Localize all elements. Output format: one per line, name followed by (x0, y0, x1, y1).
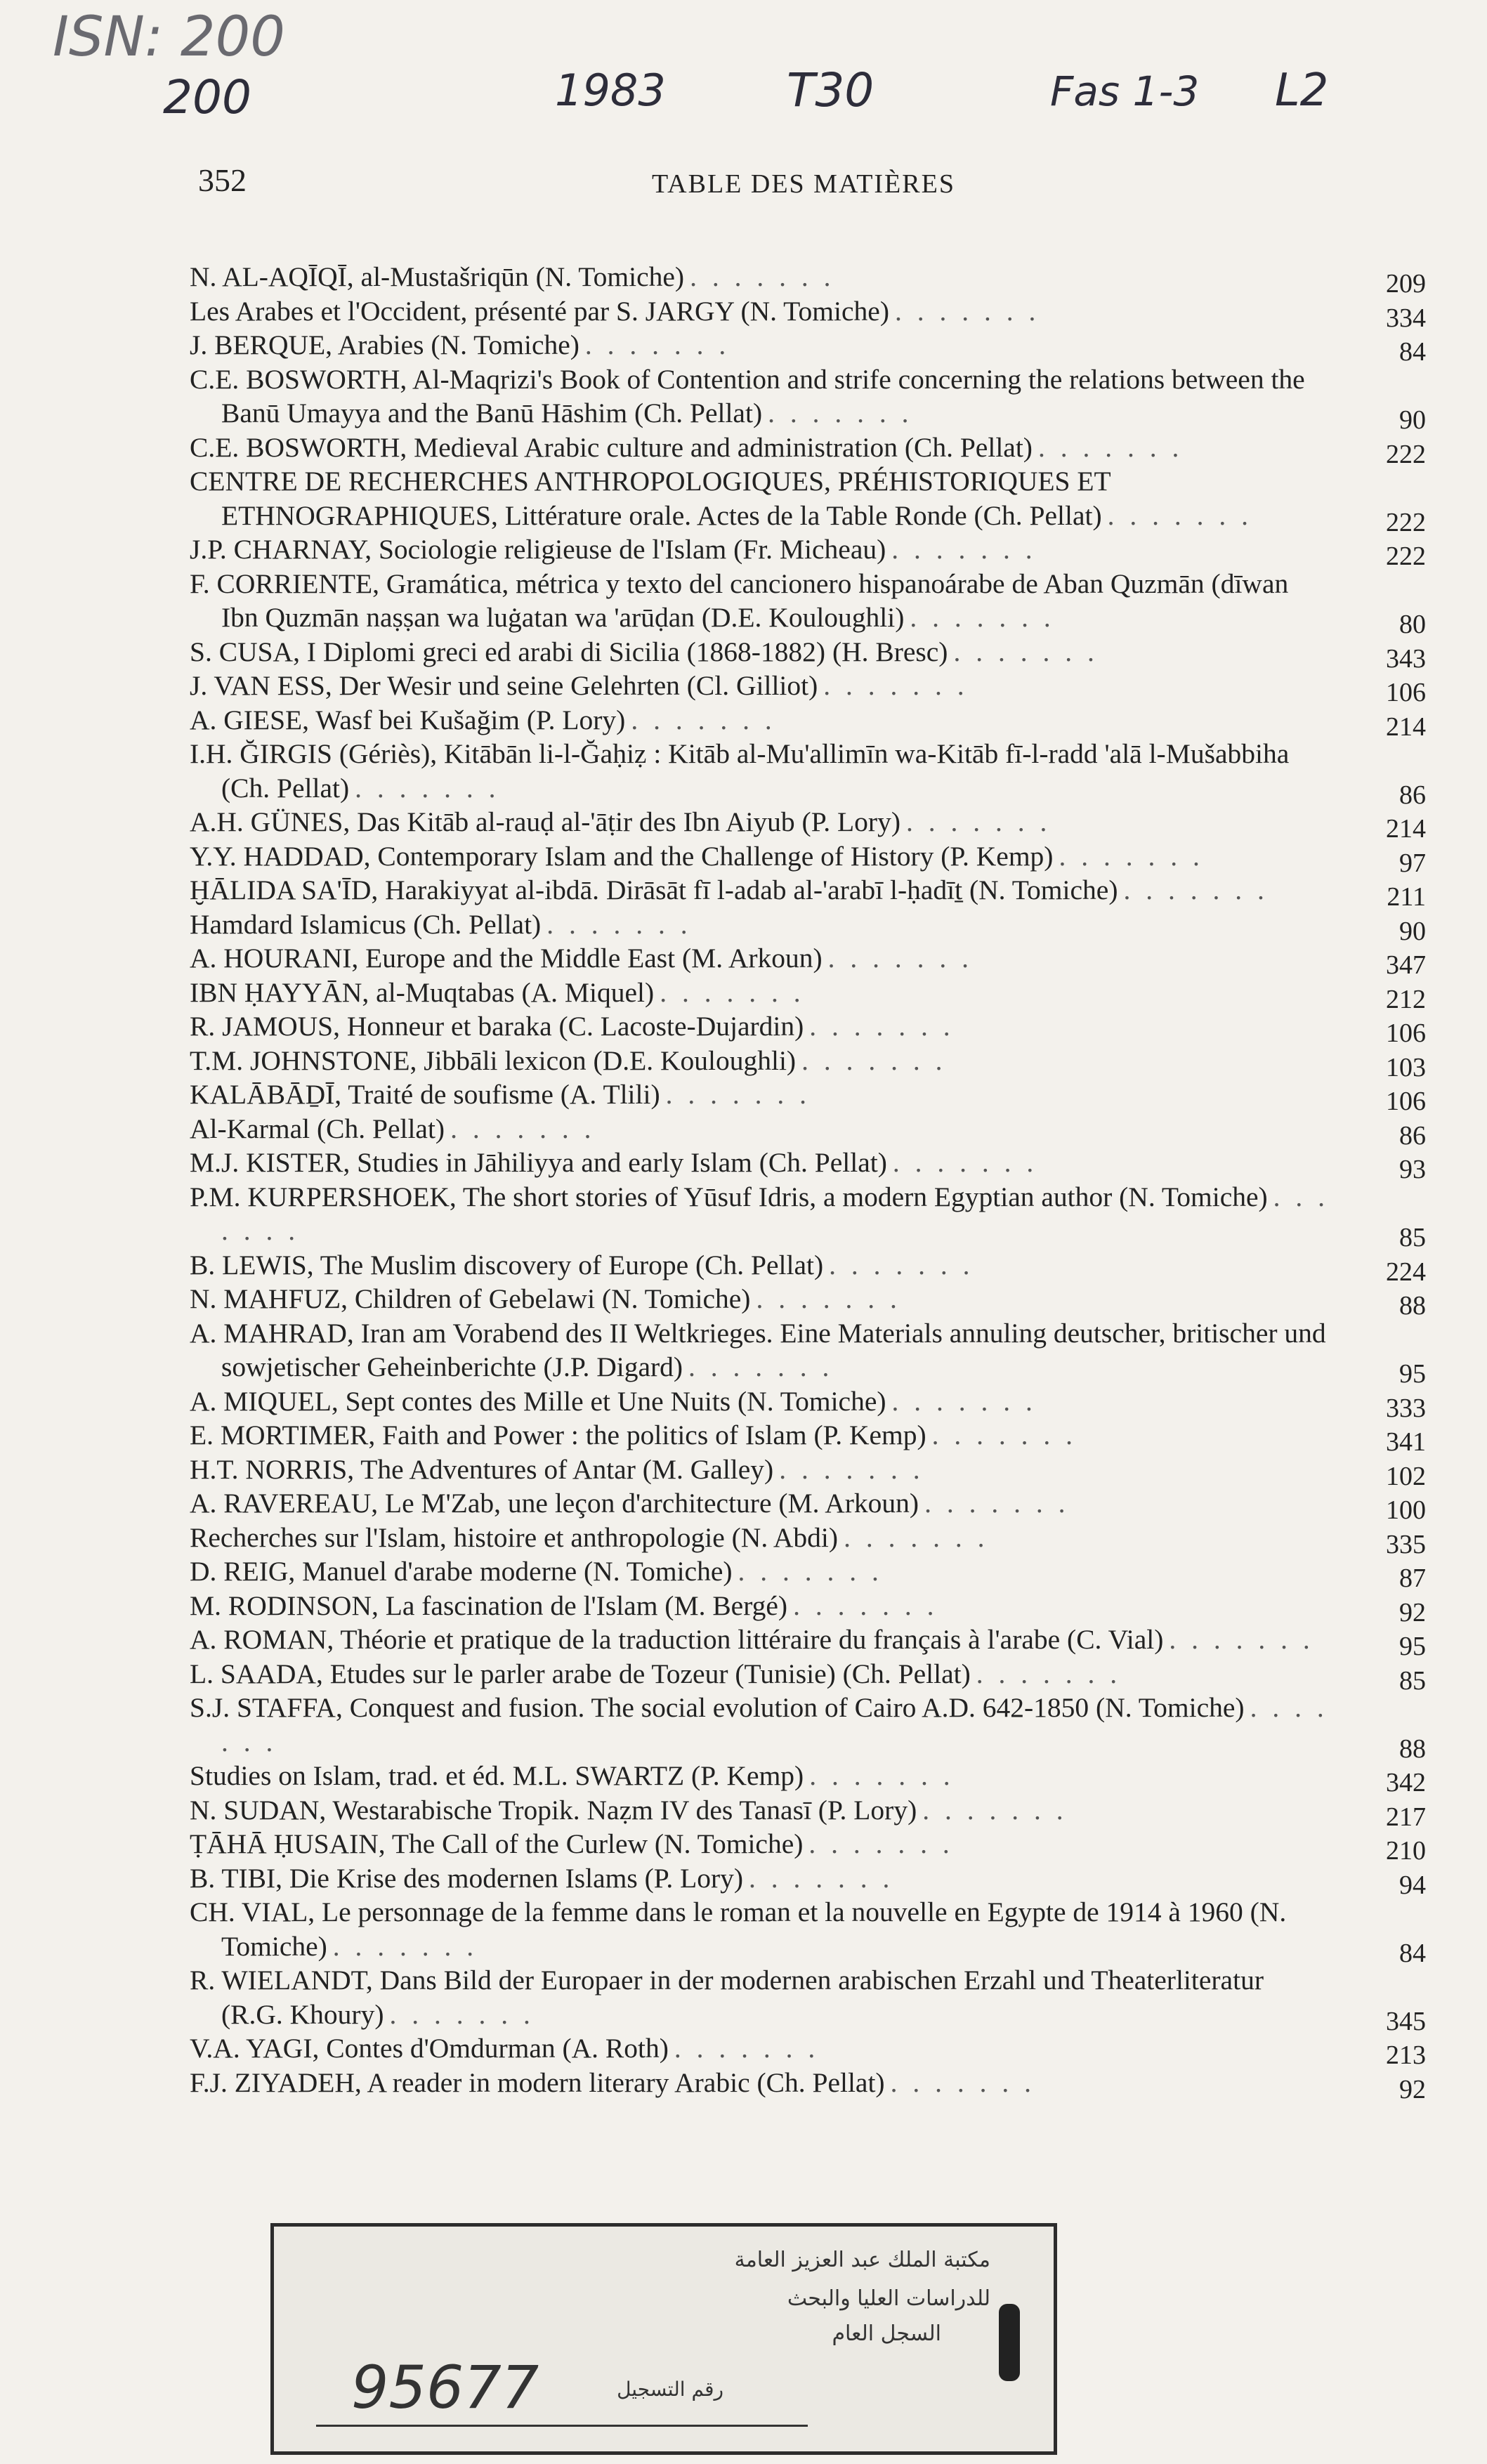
toc-entry-text: Les Arabes et l'Occident, présenté par S. JARGY (N. Tomiche) (190, 295, 889, 327)
toc-entry-text: N. AL-AQĪQĪ, al-Mustašriqūn (N. Tomiche) (190, 261, 685, 292)
toc-entry (190, 1759, 1426, 1797)
leader-dots: . . . . . . . (221, 1181, 1330, 1246)
toc-entry-page: 88 (1399, 1734, 1426, 1764)
toc-entry (190, 737, 1426, 810)
toc-entry-page: 210 (1386, 1836, 1426, 1866)
toc-entry (190, 328, 1426, 367)
handwritten-note-3: T30 (787, 63, 874, 117)
toc-entry-page: 95 (1399, 1359, 1426, 1389)
toc-entry-text: N. MAHFUZ, Children of Gebelawi (N. Tomiche) (190, 1283, 751, 1314)
toc-entry-text: H.T. NORRIS, The Adventures of Antar (M. Galley) (190, 1453, 774, 1485)
toc-entry (190, 1486, 1426, 1525)
leader-dots: . . . . . . . (1037, 431, 1184, 463)
stamp-underline (316, 2425, 808, 2427)
toc-entry-text: F.J. ZIYADEH, A reader in modern literary Arabic (Ch. Pellat) (190, 2066, 885, 2098)
toc-entry (190, 1554, 1426, 1593)
toc-entry (190, 532, 1426, 571)
leader-dots: . . . . . . . (355, 772, 500, 804)
table-of-contents (190, 260, 1426, 2104)
toc-entry (190, 1589, 1426, 1627)
toc-entry-page: 86 (1399, 780, 1426, 810)
toc-entry-text: E. MORTIMER, Faith and Power : the politics of Islam (P. Kemp) (190, 1420, 926, 1450)
leader-dots: . . . . . . . (660, 976, 805, 1008)
toc-entry-text: A.H. GÜNES, Das Kitāb al-rauḍ al-'āṭir des Ibn Aiyub (P. Lory) (190, 806, 900, 837)
toc-entry-text: J. BERQUE, Arabies (N. Tomiche) (190, 329, 579, 360)
stamp-line-1: مكتبة الملك عبد العزيز العامة (734, 2248, 990, 2272)
toc-entry (190, 1657, 1426, 1696)
toc-entry-text: S.J. STAFFA, Conquest and fusion. The social evolution of Cairo A.D. 642-1850 (N. Tomiche) (190, 1692, 1245, 1723)
toc-entry (190, 294, 1426, 333)
toc-entry-text: P.M. KURPERSHOEK, The short stories of Yūsuf Idris, a modern Egyptian author (N. Tomiche) (190, 1181, 1268, 1212)
toc-entry-page: 335 (1386, 1529, 1426, 1559)
toc-entry (190, 1895, 1426, 1968)
leader-dots: . . . . . . . (1169, 1624, 1314, 1655)
toc-entry-page: 85 (1399, 1223, 1426, 1252)
toc-entry (190, 1282, 1426, 1321)
toc-entry-page: 222 (1386, 507, 1426, 537)
toc-entry-page: 93 (1399, 1155, 1426, 1184)
handwritten-note-4: Fas 1-3 (1050, 67, 1200, 115)
leader-dots: . . . . . . . (809, 1011, 955, 1042)
toc-entry-text: Hamdard Islamicus (Ch. Pellat) (190, 908, 542, 940)
leader-dots: . . . . . . . (1059, 840, 1204, 872)
toc-entry-page: 80 (1399, 610, 1426, 639)
stamp-mark-icon (999, 2304, 1020, 2381)
stamp-number: 95677 (351, 2353, 539, 2422)
toc-entry-text: C.E. BOSWORTH, Medieval Arabic culture and administration (Ch. Pellat) (190, 431, 1033, 463)
leader-dots: . . . . . . . (793, 1590, 938, 1621)
toc-entry-text: J. VAN ESS, Der Wesir und seine Gelehrten (Cl. Gilliot) (190, 670, 818, 701)
toc-entry-page: 84 (1399, 1938, 1426, 1968)
toc-entry-text: R. JAMOUS, Honneur et baraka (C. Lacoste-Dujardin) (190, 1011, 804, 1042)
toc-entry-page: 217 (1386, 1802, 1426, 1832)
toc-entry (190, 1112, 1426, 1151)
leader-dots: . . . . . . . (891, 534, 1037, 565)
toc-entry (190, 1044, 1426, 1082)
leader-dots: . . . . . . . (332, 1930, 478, 1962)
toc-entry (190, 362, 1426, 435)
toc-entry-page: 106 (1386, 678, 1426, 707)
toc-entry-page: 102 (1386, 1461, 1426, 1491)
toc-entry-text: Studies on Islam, trad. et éd. M.L. SWARTZ (P. Kemp) (190, 1760, 804, 1791)
toc-entry-page: 222 (1386, 542, 1426, 571)
toc-entry (190, 2031, 1426, 2070)
leader-dots: . . . . . . . (738, 1556, 883, 1587)
toc-entry (190, 1384, 1426, 1423)
leader-dots: . . . . . . . (749, 1862, 894, 1894)
leader-dots: . . . . . . . (768, 398, 913, 428)
toc-entry-page: 90 (1399, 916, 1426, 946)
leader-dots: . . . . . . . (922, 1794, 1068, 1826)
toc-entry (190, 873, 1426, 912)
toc-entry-page: 345 (1386, 2006, 1426, 2036)
toc-entry-text: A. ROMAN, Théorie et pratique de la traduction littéraire du français à l'arabe (C. Vial) (190, 1624, 1164, 1655)
leader-dots: . . . . . . . (808, 1828, 954, 1859)
toc-entry (190, 805, 1426, 844)
leader-dots: . . . . . . . (976, 1658, 1122, 1689)
toc-entry-text: ṬĀHĀ ḤUSAIN, The Call of the Curlew (N. Tomiche) (190, 1828, 804, 1859)
leader-dots: . . . . . . . (892, 1147, 1038, 1178)
running-title: TABLE DES MATIÈRES (652, 169, 955, 199)
toc-entry (190, 635, 1426, 674)
toc-entry-page: 209 (1386, 269, 1426, 299)
leader-dots: . . . . . . . (450, 1113, 596, 1144)
toc-entry-page: 92 (1399, 1597, 1426, 1627)
leader-dots: . . . . . . . (546, 908, 692, 940)
toc-entry-text: Al-Karmal (Ch. Pellat) (190, 1113, 445, 1144)
toc-entry-page: 341 (1386, 1427, 1426, 1457)
toc-entry-text: J.P. CHARNAY, Sociologie religieuse de l'Islam (Fr. Micheau) (190, 534, 886, 565)
toc-entry (190, 669, 1426, 707)
stamp-line-3: السجل العام (832, 2321, 941, 2346)
toc-entry-text: CH. VIAL, Le personnage de la femme dans le roman et la nouvelle en Egypte de 1914 à 1960 (N. Tomiche) (190, 1896, 1287, 1962)
library-stamp (270, 2223, 1057, 2455)
toc-entry-text: S. CUSA, I Diplomi greci ed arabi di Sicilia (1868-1882) (H. Bresc) (190, 636, 948, 667)
toc-entry-text: B. LEWIS, The Muslim discovery of Europe (Ch. Pellat) (190, 1249, 824, 1280)
toc-entry (190, 431, 1426, 469)
toc-entry-text: A. MAHRAD, Iran am Vorabend des II Weltkrieges. Eine Materials annuling deutscher, britischer und sowjetischer Geheinberichte (J.P. Digard) (190, 1317, 1326, 1382)
toc-entry (190, 1793, 1426, 1832)
toc-entry-page: 224 (1386, 1257, 1426, 1287)
toc-entry-page: 214 (1386, 712, 1426, 742)
toc-entry-page: 88 (1399, 1291, 1426, 1321)
toc-entry (190, 2066, 1426, 2104)
toc-entry (190, 260, 1426, 299)
toc-entry-page: 92 (1399, 2074, 1426, 2104)
handwritten-note-1: 200 (163, 70, 251, 124)
toc-entry-page: 212 (1386, 984, 1426, 1014)
toc-entry (190, 1316, 1426, 1389)
toc-entry-text: D. REIG, Manuel d'arabe moderne (N. Tomiche) (190, 1556, 733, 1587)
toc-entry-text: Y.Y. HADDAD, Contemporary Islam and the Challenge of History (P. Kemp) (190, 840, 1054, 872)
toc-entry-text: M.J. KISTER, Studies in Jāhiliyya and early Islam (Ch. Pellat) (190, 1147, 887, 1178)
toc-entry (190, 1146, 1426, 1184)
leader-dots: . . . . . . . (891, 1385, 1037, 1417)
leader-dots: . . . . . . . (688, 1351, 834, 1382)
leader-dots: . . . . . . . (756, 1283, 901, 1314)
toc-entry (190, 1248, 1426, 1287)
toc-entry-page: 211 (1387, 882, 1426, 912)
toc-entry-page: 100 (1386, 1495, 1426, 1525)
toc-entry-text: CENTRE DE RECHERCHES ANTHROPOLOGIQUES, PRÉHISTORIQUES ET ETHNOGRAPHIQUES, Littérature orale. Actes de la Table Ronde (Ch. Pellat) (190, 466, 1111, 531)
toc-entry (190, 1691, 1426, 1764)
toc-entry-page: 214 (1386, 814, 1426, 844)
toc-entry-text: A. GIESE, Wasf bei Kušağim (P. Lory) (190, 704, 626, 735)
toc-entry (190, 907, 1426, 946)
leader-dots: . . . . . . . (823, 670, 969, 701)
toc-entry-text: A. HOURANI, Europe and the Middle East (M. Arkoun) (190, 943, 823, 974)
leader-dots: . . . . . . . (844, 1521, 989, 1553)
toc-entry-page: 84 (1399, 337, 1426, 367)
toc-entry-page: 90 (1399, 405, 1426, 435)
toc-entry (190, 1077, 1426, 1116)
toc-entry-page: 87 (1399, 1564, 1426, 1593)
leader-dots: . . . . . . . (1107, 499, 1252, 531)
page-number: 352 (198, 162, 247, 198)
toc-entry-text: F. CORRIENTE, Gramática, métrica y texto del cancionero hispanoárabe de Aban Quzmān (dīwan Ibn Quzmān naṣṣan wa luġatan wa 'arūḍan (D.E. Kouloughli) (190, 568, 1289, 633)
toc-entry-text: V.A. YAGI, Contes d'Omdurman (A. Roth) (190, 2033, 669, 2064)
toc-entry (190, 567, 1426, 639)
leader-dots: . . . . . . . (584, 329, 731, 360)
stamp-line-2: للدراسات العليا والبحث (787, 2286, 990, 2311)
toc-entry-text: IBN ḤAYYĀN, al-Muqtabas (A. Miquel) (190, 976, 655, 1008)
toc-entry-text: M. RODINSON, La fascination de l'Islam (M. Bergé) (190, 1590, 788, 1621)
leader-dots: . . . . . . . (827, 943, 974, 974)
toc-entry-page: 342 (1386, 1768, 1426, 1797)
toc-entry-page: 106 (1386, 1018, 1426, 1048)
toc-entry (190, 1180, 1426, 1252)
leader-dots: . . . . . . . (631, 704, 776, 735)
toc-entry-text: R. WIELANDT, Dans Bild der Europaer in der modernen arabischen Erzahl und Theaterliteratur (R.G. Khoury) (190, 1965, 1264, 2030)
toc-entry (190, 1827, 1426, 1866)
toc-entry-page: 222 (1386, 439, 1426, 469)
toc-entry-text: I.H. ĞIRGIS (Gériès), Kitābān li-l-Ğaḥiẓ : Kitāb al-Mu'allimīn wa-Kitāb fī-l-radd 'alā l-Mušabbiha (Ch. Pellat) (190, 738, 1290, 804)
leader-dots: . . . . . . . (221, 1692, 1328, 1757)
toc-entry-page: 103 (1386, 1052, 1426, 1082)
toc-entry (190, 941, 1426, 980)
toc-entry-page: 347 (1386, 950, 1426, 980)
toc-entry (190, 839, 1426, 878)
toc-entry (190, 1453, 1426, 1491)
leader-dots: . . . . . . . (910, 602, 1055, 633)
leader-dots: . . . . . . . (953, 636, 1099, 667)
handwritten-note-2: 1983 (555, 65, 666, 116)
leader-dots: . . . . . . . (905, 806, 1052, 837)
toc-entry-page: 213 (1386, 2040, 1426, 2070)
toc-entry (190, 1963, 1426, 2036)
toc-entry (190, 1861, 1426, 1900)
toc-entry-text: N. SUDAN, Westarabische Tropik. Naẓm IV des Tanasī (P. Lory) (190, 1794, 917, 1826)
stamp-line-4: رقم التسجيل (617, 2378, 723, 2401)
toc-entry (190, 464, 1426, 537)
toc-entry-page: 86 (1399, 1120, 1426, 1151)
leader-dots: . . . . . . . (674, 2033, 820, 2064)
toc-entry-page: 343 (1386, 643, 1426, 674)
leader-dots: . . . . . . . (779, 1453, 924, 1485)
toc-entry-page: 94 (1399, 1870, 1426, 1900)
toc-entry-text: L. SAADA, Etudes sur le parler arabe de Tozeur (Tunisie) (Ch. Pellat) (190, 1658, 971, 1689)
toc-entry-text: B. TIBI, Die Krise des modernen Islams (P. Lory) (190, 1862, 744, 1894)
leader-dots: . . . . . . . (890, 2066, 1035, 2098)
toc-entry-text: C.E. BOSWORTH, Al-Maqrizi's Book of Contention and strife concerning the relations between the Banū Umayya and the Banū Hāshim (Ch. Pellat) (190, 363, 1305, 428)
toc-entry-page: 85 (1399, 1665, 1426, 1696)
toc-entry-text: A. RAVEREAU, Le M'Zab, une leçon d'architecture (M. Arkoun) (190, 1488, 919, 1519)
leader-dots: . . . . . . . (924, 1488, 1070, 1519)
toc-entry-text: Recherches sur l'Islam, histoire et anthropologie (N. Abdi) (190, 1521, 839, 1553)
toc-entry-text: A. MIQUEL, Sept contes des Mille et Une Nuits (N. Tomiche) (190, 1385, 886, 1417)
leader-dots: . . . . . . . (389, 1998, 535, 2030)
toc-entry (190, 1418, 1426, 1457)
handwritten-note-5: L2 (1275, 65, 1329, 117)
toc-entry-page: 334 (1386, 303, 1426, 333)
toc-entry-page: 106 (1386, 1087, 1426, 1116)
toc-entry (190, 1521, 1426, 1559)
toc-entry (190, 1009, 1426, 1048)
toc-entry-text: KALĀBĀḎĪ, Traité de soufisme (A. Tlili) (190, 1079, 660, 1110)
leader-dots: . . . . . . . (931, 1420, 1077, 1450)
toc-entry-page: 333 (1386, 1393, 1426, 1423)
leader-dots: . . . . . . . (665, 1079, 811, 1110)
toc-entry (190, 976, 1426, 1014)
toc-entry-page: 97 (1399, 848, 1426, 878)
leader-dots: . . . . . . . (690, 261, 835, 292)
leader-dots: . . . . . . . (894, 295, 1040, 327)
toc-entry-text: T.M. JOHNSTONE, Jibbāli lexicon (D.E. Kouloughli) (190, 1044, 797, 1076)
leader-dots: . . . . . . . (829, 1249, 974, 1280)
leader-dots: . . . . . . . (809, 1760, 955, 1791)
toc-entry-text: ḪĀLIDA SA'ĪD, Harakiyyat al-ibdā. Dirāsāt fī l-adab al-'arabī l-ḥadīṯ (N. Tomiche) (190, 874, 1118, 905)
toc-entry-page: 95 (1399, 1632, 1426, 1661)
toc-entry (190, 703, 1426, 742)
leader-dots: . . . . . . . (1123, 874, 1269, 905)
handwritten-isn: ISN: 200 (53, 6, 285, 69)
toc-entry (190, 1623, 1426, 1661)
leader-dots: . . . . . . . (801, 1044, 947, 1076)
